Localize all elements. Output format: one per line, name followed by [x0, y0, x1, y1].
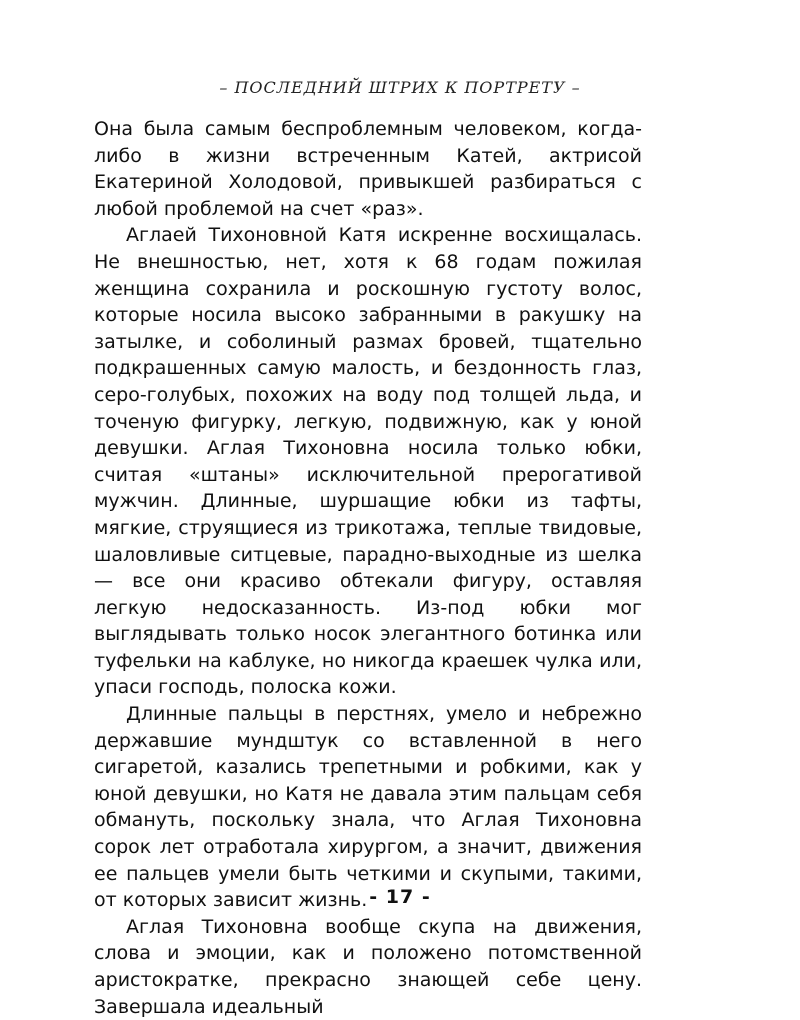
running-head: – ПОСЛЕДНИЙ ШТРИХ К ПОРТРЕТУ – [219, 78, 581, 97]
paragraph: Она была самым беспроблемным человеком, когда-либо в жизни встреченным Катей, актрисой Екатериной Холодовой, привыкшей разбираться с любой проблемой на счет «раз». [94, 118, 642, 220]
paragraph: Аглаей Тихоновной Катя искренне восхищалась. Не внешностью, нет, хотя к 68 годам пожилая женщина сохранила и роскошную густоту волос, которые носила высоко забранными в ракушку на затылке, и соболиный размах бровей, тщательно подкрашенных самую малость, и бездонность глаз, серо-голубых, похожих на воду под толщей льда, и точеную фигурку, легкую, подвижную, как у юной девушки. Аглая Тихоновна носила только юбки, считая «штаны» исключительной прерогативой мужчин. Длинные, шуршащие юбки из тафты, мягкие, струящиеся из трикотажа, теплые твидовые, шаловливые ситцевые, парадно-выходные из шелка — все они красиво обтекали фигуру, оставляя легкую недосказанность. Из-под юбки мог выглядывать только носок элегантного ботинка или туфельки на каблуке, но никогда краешек чулка или, упаси господь, полоска кожи. [94, 224, 642, 699]
page-number: - 17 - [369, 886, 431, 908]
paragraph: Аглая Тихоновна вообще скупа на движения, слова и эмоции, как и положено потомственной аристократке, прекрасно знающей себе цену. Завершала идеальный [94, 915, 642, 1018]
paragraph: Длинные пальцы в перстнях, умело и небрежно державшие мундштук со вставленной в него сигаретой, казались трепетными и робкими, как у юной девушки, но Катя не давала этим пальцам себя обмануть, поскольку знала, что Аглая Тихоновна сорок лет отработала хирургом, а значит, движения ее пальцев умели быть четкими и скупыми, такими, от которых зависит жизнь. [94, 703, 642, 912]
body-text [94, 116, 642, 1020]
